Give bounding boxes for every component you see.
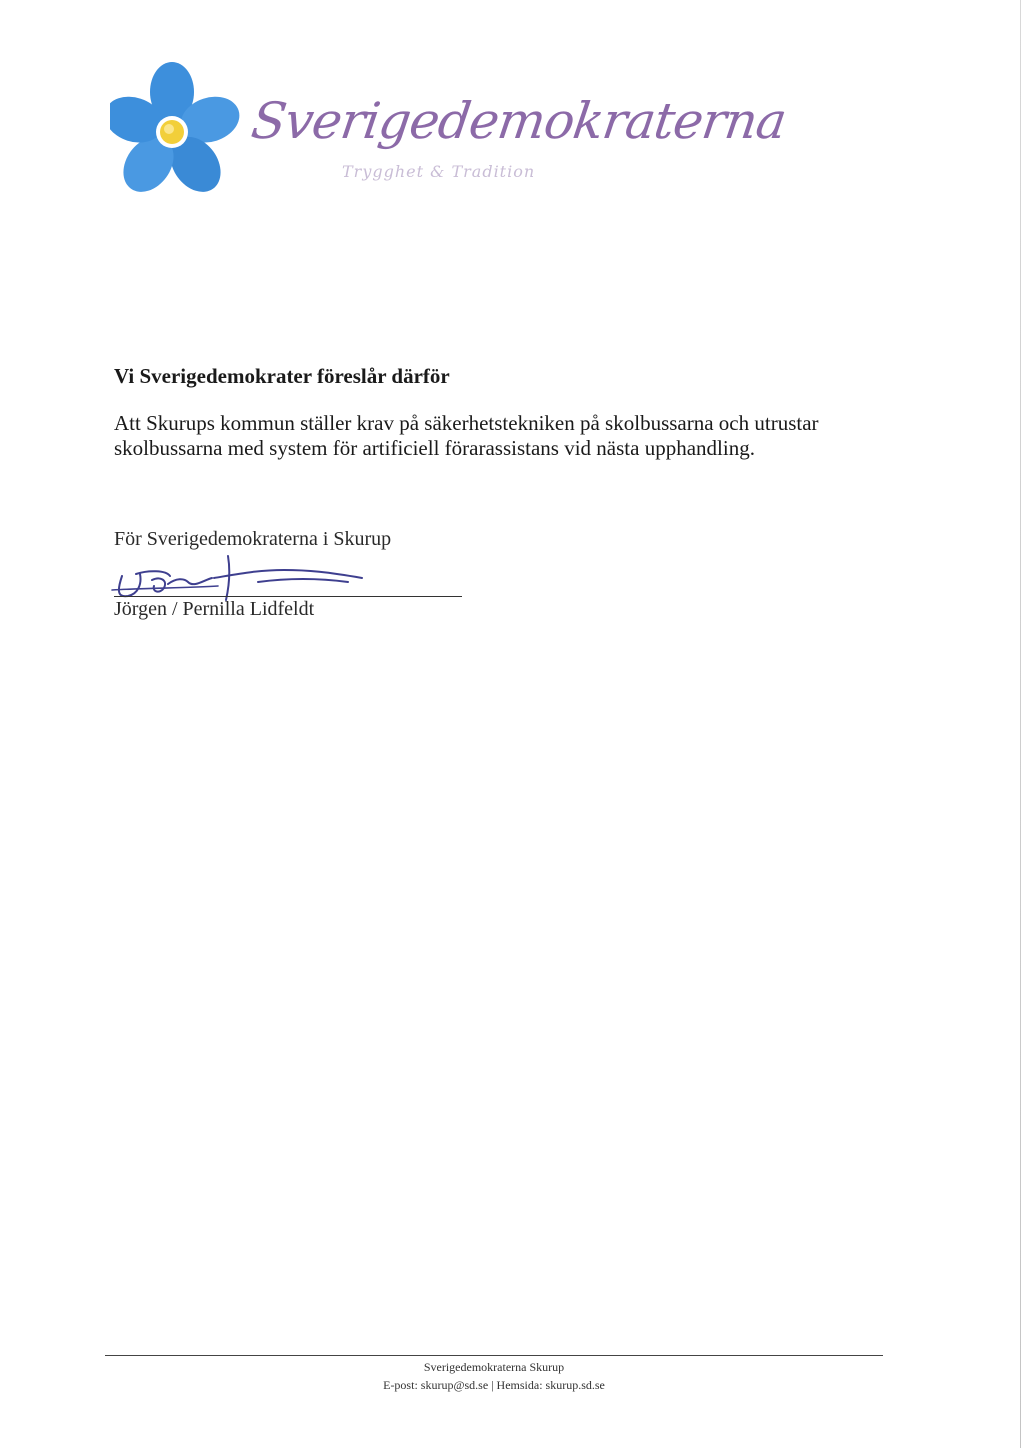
footer-contact: E-post: skurup@sd.se | Hemsida: skurup.sd.se: [383, 1378, 605, 1392]
scan-edge: [1020, 0, 1021, 1448]
signature-for-line: För Sverigedemokraterna i Skurup: [114, 528, 392, 550]
footer-org: Sverigedemokraterna Skurup: [423, 1360, 565, 1374]
logo-tagline: Trygghet & Tradition: [342, 162, 536, 181]
page-footer: [105, 1358, 883, 1394]
proposal-text: Att Skurups kommun ställer krav på säkerhetstekniken på skolbussarna och utrustar skolbussarna med system för artificiell förarassistans vid nästa upphandling.: [114, 411, 819, 460]
document-heading: Vi Sverigedemokrater föreslår därför: [114, 364, 450, 388]
party-logo: [110, 62, 790, 202]
logo-wordmark: Sverigedemokraterna: [247, 92, 790, 150]
footer-rule: [105, 1355, 883, 1356]
signature-line: [114, 596, 462, 597]
signatory-names: Jörgen / Pernilla Lidfeldt: [114, 598, 315, 620]
blue-anemone-flower-icon: [110, 62, 260, 202]
